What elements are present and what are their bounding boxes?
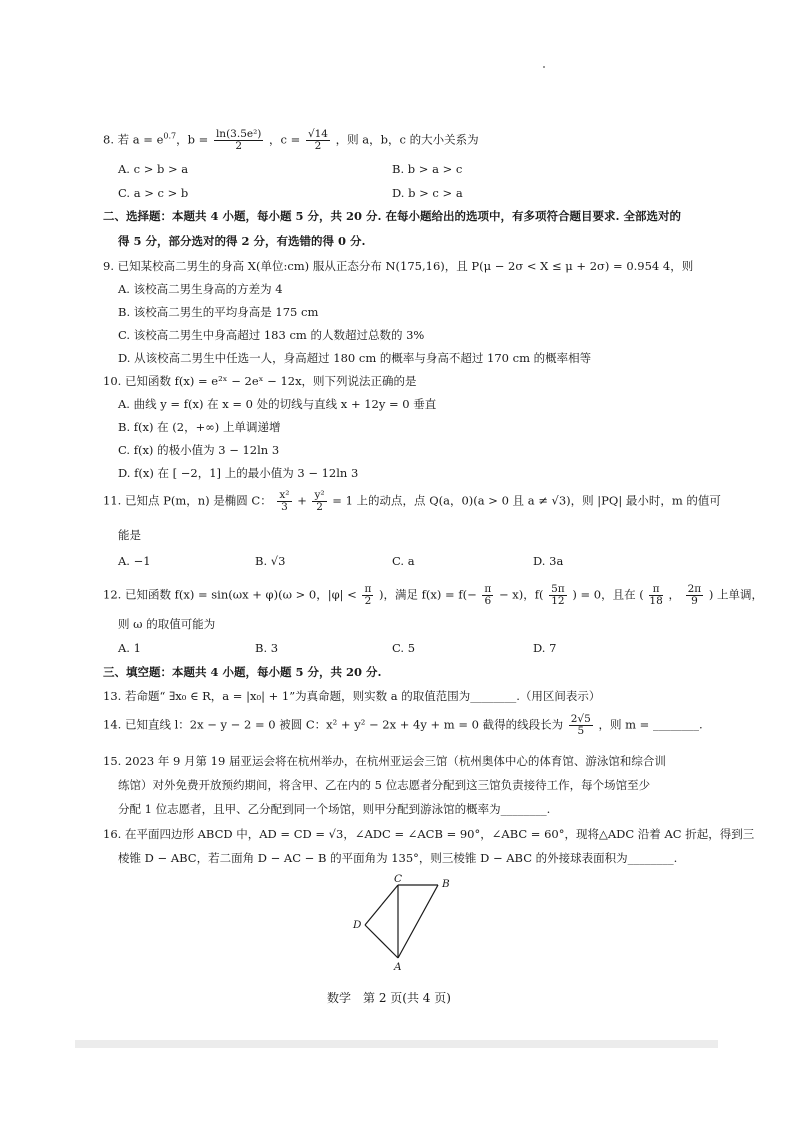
vertex-label-a: A [394, 961, 402, 973]
question-16-line-2: 棱锥 D − ABC，若二面角 D − AC − B 的平面角为 135°，则三棱锥 D − ABC 的外接球表面积为________. [118, 851, 678, 865]
q11-option-c: C. a [392, 554, 415, 568]
vertex-label-b: B [442, 878, 450, 890]
edge-da [365, 925, 398, 958]
question-16-line-1: 16. 在平面四边形 ABCD 中，AD = CD = √3，∠ADC = ∠ACB = 90°，∠ABC = 60°，现将△ADC 沿着 AC 折起，得到三 [103, 827, 755, 841]
q12-option-a: A. 1 [118, 641, 141, 655]
fraction-5pi-12: $\frac{5\pi}{12}$ [551, 583, 565, 608]
q12-option-c: C. 5 [392, 641, 416, 655]
scan-speck [543, 66, 545, 68]
scan-bottom-band [75, 1040, 718, 1048]
question-12-stem: 12. 已知函数 f(x) = sin(ωx + φ)(ω > 0，|φ| < $\frac{\pi}{2}$ )，满足 f(x) = f(− $\frac{\pi}{6}$ − x)，f( $\frac{5\pi}{12}$ ) = 0，且在 ( $\frac{\pi}{18}$ ， $\frac{2\pi}{9}$ ) 上单调， [103, 583, 764, 608]
q8-option-d: D. b > c > a [392, 186, 463, 200]
fraction-c: $\frac{√14}{2}$ [307, 128, 328, 153]
edge-cd [365, 885, 398, 925]
fraction-y2-2: $\frac{\text{y²}}{2}$ [314, 489, 325, 514]
question-15-line-1: 15. 2023 年 9 月第 19 届亚运会将在杭州举办，在杭州亚运会三馆（杭州奥体中心的体育馆、游泳馆和综合训 [103, 754, 666, 768]
q11-option-a: A. −1 [118, 554, 151, 568]
q9-option-b: B. 该校高二男生的平均身高是 175 cm [118, 305, 319, 319]
question-12-cont: 则 ω 的取值可能为 [118, 617, 216, 631]
question-9-stem: 9. 已知某校高二男生的身高 X(单位:cm) 服从正态分布 N(175,16)，且 P(μ − 2σ < X ≤ μ + 2σ) = 0.954 4，则 [103, 259, 694, 273]
edge-ba [398, 885, 438, 958]
fraction-pi-2: $\frac{\pi}{2}$ [364, 583, 372, 608]
fraction-b: $\frac{\text{ln(3.5e²)}}{2}$ [215, 128, 262, 153]
q10-option-c: C. f(x) 的极小值为 3 − 12ln 3 [118, 443, 280, 457]
question-8-stem: 8. 若 $a = e^{0.7}$，b = $\frac{\text{ln(3.5e²)}}{2}$ ，c = $\frac{√14}{2}$ ，则 a，b，c 的大小关系为 [103, 128, 479, 153]
q11-option-d: D. 3a [533, 554, 564, 568]
fraction-2pi-9: $\frac{2\pi}{9}$ [687, 583, 702, 608]
vertex-label-d: D [353, 919, 362, 931]
fraction-pi-6: $\frac{\pi}{6}$ [484, 583, 492, 608]
question-11-cont: 能是 [118, 528, 141, 542]
section-3-heading: 三、填空题：本题共 4 小题，每小题 5 分，共 20 分. [103, 665, 382, 679]
q11-option-b: B. √3 [255, 554, 286, 568]
q10-option-a: A. 曲线 y = f(x) 在 x = 0 处的切线与直线 x + 12y = 0 垂直 [118, 397, 437, 411]
q9-option-d: D. 从该校高二男生中任选一人，身高超过 180 cm 的概率与身高不超过 170 cm 的概率相等 [118, 351, 592, 365]
q10-option-b: B. f(x) 在 (2，+∞) 上单调递增 [118, 420, 281, 434]
vertex-label-c: C [394, 873, 403, 885]
question-15-line-2: 练馆）对外免费开放预约期间，将含甲、乙在内的 5 位志愿者分配到这三馆负责接待工作，每个场馆至少 [118, 778, 651, 792]
question-10-stem: 10. 已知函数 f(x) = e²ˣ − 2eˣ − 12x，则下列说法正确的是 [103, 374, 417, 388]
q9-option-a: A. 该校高二男生身高的方差为 4 [118, 282, 283, 296]
question-11-stem: 11. 已知点 P(m，n) 是椭圆 C： $\frac{\text{x²}}{3}$ + $\frac{\text{y²}}{2}$ = 1 上的动点，点 Q(a，0)(a > 0 且 a ≠ √3)，则 |PQ| 最小时，m 的值可 [103, 489, 721, 514]
question-14: 14. 已知直线 l：2x − y − 2 = 0 被圆 C：x² + y² − 2x + 4y + m = 0 截得的线段长为 $\frac{2√5}{5}$ ，则 m = ________. [103, 713, 703, 738]
page-footer: 数学 第 2 页(共 4 页) [327, 991, 451, 1005]
q8-option-b: B. b > a > c [392, 162, 463, 176]
fraction-pi-18: $\frac{\pi}{18}$ [649, 583, 663, 608]
q12-option-b: B. 3 [255, 641, 279, 655]
q8-option-c: C. a > c > b [118, 186, 189, 200]
question-15-line-3: 分配 1 位志愿者，且甲、乙分配到同一个场馆，则甲分配到游泳馆的概率为________. [118, 802, 551, 816]
q8-option-a: A. c > b > a [118, 162, 189, 176]
fraction-2sqrt5-5: $\frac{2√5}{5}$ [570, 713, 591, 738]
section-2-heading-cont: 得 5 分，部分选对的得 2 分，有选错的得 0 分. [118, 234, 366, 248]
q12-option-d: D. 7 [533, 641, 557, 655]
fraction-x2-3: $\frac{\text{x²}}{3}$ [279, 489, 290, 514]
section-2-heading: 二、选择题：本题共 4 小题，每小题 5 分，共 20 分. 在每小题给出的选项中，有多项符合题目要求. 全部选对的 [103, 209, 682, 223]
q9-option-c: C. 该校高二男生中身高超过 183 cm 的人数超过总数的 3% [118, 328, 425, 342]
question-13: 13. 若命题“ ∃x₀ ∈ R，a = |x₀| + 1”为真命题，则实数 a 的取值范围为________.（用区间表示） [103, 689, 601, 703]
q10-option-d: D. f(x) 在 [ −2，1] 上的最小值为 3 − 12ln 3 [118, 466, 359, 480]
